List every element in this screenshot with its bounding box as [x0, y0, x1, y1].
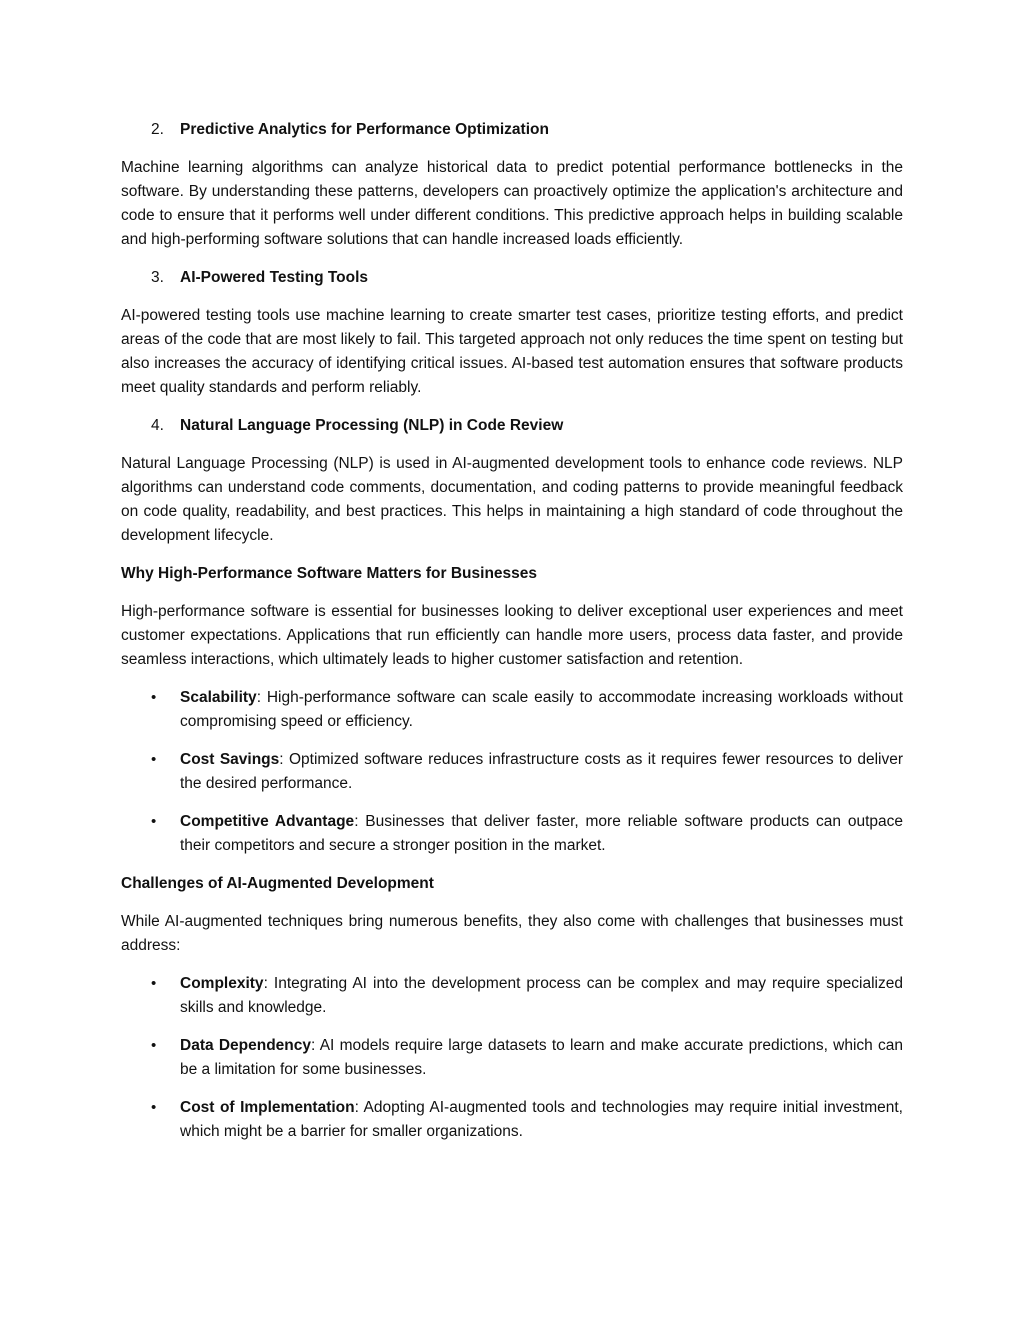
- challenges-list: [121, 972, 903, 1144]
- section-heading-ai-testing-tools: [121, 266, 903, 290]
- list-item: [121, 972, 903, 1020]
- heading-why-high-performance: Why High-Performance Software Matters for Businesses: [121, 565, 538, 582]
- section-number: 3.: [151, 269, 164, 286]
- document-page: [121, 118, 903, 1158]
- list-item-text: : Integrating AI into the development process can be complex and may require specialized skills and knowledge.: [180, 975, 903, 1016]
- list-item: [121, 1034, 903, 1082]
- section-title: Predictive Analytics for Performance Optimization: [180, 121, 549, 138]
- section-title: Natural Language Processing (NLP) in Code Review: [180, 417, 564, 434]
- section-paragraph-nlp-code-review: Natural Language Processing (NLP) is used in AI-augmented development tools to enhance code reviews. NLP algorithms can understand code comments, documentation, and coding patterns to provide meaningful feedback on code quality, readability, and best practices. This helps in maintaining a high standard of code throughout the development lifecycle.: [121, 455, 903, 544]
- list-item-term: Competitive Advantage: [180, 813, 355, 830]
- section-heading-nlp-code-review: [121, 414, 903, 438]
- list-item: [121, 1096, 903, 1144]
- bullet-icon: •: [151, 1099, 157, 1116]
- heading-challenges: Challenges of AI-Augmented Development: [121, 875, 434, 892]
- bullet-icon: •: [151, 975, 157, 992]
- bullet-icon: •: [151, 751, 157, 768]
- list-item-term: Complexity: [180, 975, 264, 992]
- bullet-icon: •: [151, 1037, 157, 1054]
- benefits-list: [121, 686, 903, 858]
- list-item-text: : AI models require large datasets to learn and make accurate predictions, which can be a limitation for some businesses.: [180, 1037, 904, 1078]
- bullet-icon: •: [151, 813, 157, 830]
- list-item-term: Cost Savings: [180, 751, 280, 768]
- section-heading-predictive-analytics: [121, 118, 903, 142]
- list-item: [121, 686, 903, 734]
- section-number: 2.: [151, 121, 164, 138]
- paragraph-why-high-performance: High-performance software is essential for businesses looking to deliver exceptional user experiences and meet customer expectations. Applications that run efficiently can handle more users, process data faster, and provide seamless interactions, which ultimately leads to higher customer satisfaction and retention.: [121, 603, 903, 668]
- list-item-term: Cost of Implementation: [180, 1099, 355, 1116]
- bullet-icon: •: [151, 689, 157, 706]
- section-number: 4.: [151, 417, 164, 434]
- list-item-term: Data Dependency: [180, 1037, 312, 1054]
- section-paragraph-predictive-analytics: Machine learning algorithms can analyze historical data to predict potential performance bottlenecks in the software. By understanding these patterns, developers can proactively optimize the application's architecture and code to ensure that it performs well under different conditions. This predictive approach helps in building scalable and high-performing software solutions that can handle increased loads efficiently.: [121, 159, 903, 248]
- list-item-term: Scalability: [180, 689, 257, 706]
- list-item: [121, 748, 903, 796]
- list-item: [121, 810, 903, 858]
- list-item-text: : Adopting AI-augmented tools and technologies may require initial investment, which might be a barrier for smaller organizations.: [180, 1099, 903, 1140]
- paragraph-challenges: While AI-augmented techniques bring numerous benefits, they also come with challenges that businesses must address:: [121, 913, 903, 954]
- section-paragraph-ai-testing-tools: AI-powered testing tools use machine learning to create smarter test cases, prioritize testing efforts, and predict areas of the code that are most likely to fail. This targeted approach not only reduces the time spent on testing but also increases the accuracy of identifying critical issues. AI-based test automation ensures that software products meet quality standards and perform reliably.: [121, 307, 903, 396]
- list-item-text: : Optimized software reduces infrastructure costs as it requires fewer resources to deliver the desired performance.: [180, 751, 903, 792]
- section-title: AI-Powered Testing Tools: [180, 269, 369, 286]
- list-item-text: : High-performance software can scale easily to accommodate increasing workloads without compromising speed or efficiency.: [180, 689, 903, 730]
- list-item-text: : Businesses that deliver faster, more reliable software products can outpace their competitors and secure a stronger position in the market.: [180, 813, 903, 854]
